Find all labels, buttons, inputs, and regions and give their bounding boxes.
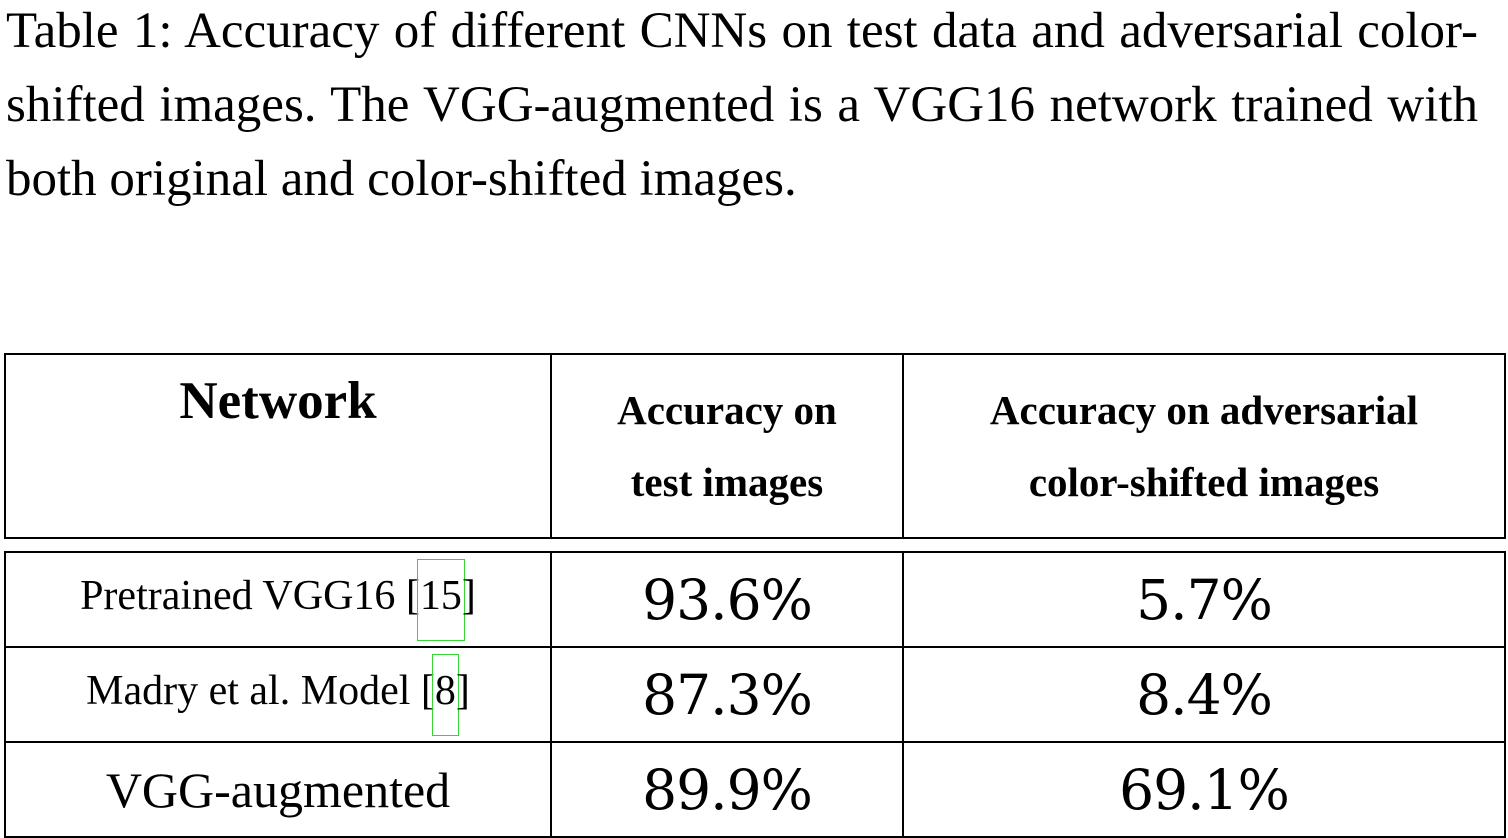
header-adv-line2: color-shifted images bbox=[1028, 459, 1380, 505]
header-network-label: Network bbox=[179, 372, 377, 430]
network-name: Madry et al. Model [ bbox=[86, 667, 435, 714]
table-row bbox=[5, 647, 1505, 742]
network-name-suffix: ] bbox=[461, 572, 476, 619]
header-network bbox=[5, 354, 551, 538]
header-test-line2: test images bbox=[630, 459, 824, 505]
citation-link[interactable]: 15 bbox=[420, 562, 462, 638]
table-caption: Table 1: Accuracy of different CNNs on test data and adversarial color-shifted images. The VGG-augmented is a VGG16 network trained with both original and color-shifted images. bbox=[6, 3, 1478, 207]
network-name-suffix: ] bbox=[455, 667, 470, 714]
header-adversarial-accuracy bbox=[903, 354, 1505, 538]
cell-test-accuracy: 87.3% bbox=[551, 647, 903, 742]
header-test-line1: Accuracy on bbox=[617, 387, 837, 433]
results-table-container bbox=[4, 353, 1504, 838]
cell-test-accuracy: 89.9% bbox=[551, 742, 903, 837]
cell-adversarial-accuracy: 69.1% bbox=[903, 742, 1505, 837]
cell-network bbox=[5, 647, 551, 742]
cell-network bbox=[5, 552, 551, 647]
header-adv-line1: Accuracy on adversarial bbox=[989, 387, 1419, 433]
cell-adversarial-accuracy: 5.7% bbox=[903, 552, 1505, 647]
cell-test-accuracy: 93.6% bbox=[551, 552, 903, 647]
table-header-row bbox=[5, 354, 1505, 538]
separator-cell bbox=[5, 538, 1505, 552]
table-row bbox=[5, 742, 1505, 837]
network-name: VGG-augmented bbox=[105, 761, 451, 818]
results-table bbox=[4, 353, 1506, 838]
table-row bbox=[5, 552, 1505, 647]
cell-adversarial-accuracy: 8.4% bbox=[903, 647, 1505, 742]
cell-network bbox=[5, 742, 551, 837]
header-test-accuracy bbox=[551, 354, 903, 538]
header-separator bbox=[5, 538, 1505, 552]
network-name: Pretrained VGG16 [ bbox=[80, 572, 420, 619]
citation-link[interactable]: 8 bbox=[435, 657, 456, 733]
